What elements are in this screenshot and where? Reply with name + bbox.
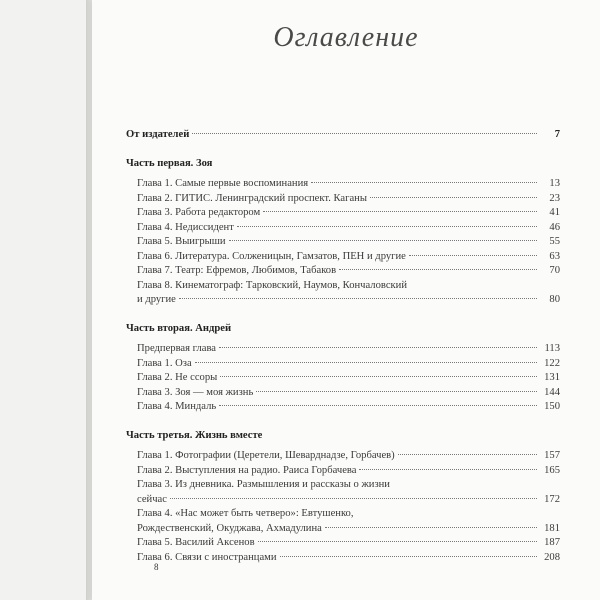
toc-chapter-entry xyxy=(126,371,560,386)
chapter-page: 172 xyxy=(544,493,560,505)
toc-entry-title: От издателей xyxy=(126,129,190,140)
chapter-title-continued: сейчас xyxy=(137,493,167,505)
dot-leader xyxy=(258,541,537,542)
chapter-page: 131 xyxy=(544,372,560,383)
dot-leader xyxy=(170,498,537,499)
toc-chapter-entry xyxy=(126,264,560,279)
toc-chapter-entry xyxy=(126,206,560,221)
dot-leader xyxy=(192,133,537,134)
chapter-title: Глава 5. Выигрыши xyxy=(137,236,226,247)
toc-chapter-entry xyxy=(126,177,560,192)
chapter-title: Глава 3. Работа редактором xyxy=(137,207,261,218)
chapter-title: Глава 4. «Нас может быть четверо»: Евтушенко, xyxy=(137,508,354,519)
chapter-page: 63 xyxy=(549,250,560,262)
dot-leader xyxy=(325,527,537,528)
chapter-title: Глава 6. Связи с иностранцами xyxy=(137,551,277,563)
toc-parts xyxy=(126,143,560,566)
dot-leader xyxy=(229,240,537,241)
chapter-title: Глава 2. Не ссоры xyxy=(137,372,218,383)
chapter-page: 46 xyxy=(549,221,560,233)
dot-leader xyxy=(179,298,537,299)
chapter-title: Глава 3. Зоя — моя жизнь xyxy=(137,386,254,398)
chapter-title: Глава 4. Недиссидент xyxy=(137,221,234,233)
toc-chapter-entry xyxy=(126,250,560,265)
chapter-title: Глава 1. Самые первые воспоминания xyxy=(137,178,309,189)
table-of-contents xyxy=(126,128,560,565)
chapter-title: Глава 7. Театр: Ефремов, Любимов, Табаков xyxy=(137,265,337,276)
chapter-page: 208 xyxy=(544,551,560,563)
chapter-page: 122 xyxy=(544,357,560,369)
toc-chapter-continuation xyxy=(126,493,560,508)
dot-leader xyxy=(359,469,537,470)
dot-leader xyxy=(195,362,537,363)
chapter-page: 55 xyxy=(549,236,560,247)
toc-part-heading xyxy=(126,157,560,172)
dot-leader xyxy=(311,182,537,183)
part-title: Часть вторая. Андрей xyxy=(126,322,232,334)
toc-chapter-entry xyxy=(126,400,560,415)
part-spacer xyxy=(126,415,560,429)
dot-leader xyxy=(219,347,537,348)
chapter-page: 70 xyxy=(549,265,560,276)
chapter-title: Глава 4. Миндаль xyxy=(137,401,217,412)
toc-entry-from-publishers xyxy=(126,128,560,143)
toc-chapter-entry xyxy=(126,507,560,522)
dot-leader xyxy=(339,269,537,270)
toc-chapter-entry xyxy=(126,192,560,207)
toc-chapter-entry xyxy=(126,536,560,551)
page-title: Оглавление xyxy=(273,22,419,53)
chapter-page: 23 xyxy=(549,192,560,204)
chapter-title: Глава 1. Оза xyxy=(137,357,192,369)
part-spacer xyxy=(126,308,560,322)
chapter-page: 181 xyxy=(544,522,560,534)
chapter-page: 144 xyxy=(544,386,560,398)
chapter-title: Глава 2. Выступления на радио. Раиса Горбачева xyxy=(137,464,357,476)
chapter-title: Глава 6. Литература. Солженицын, Гамзатов, ПЕН и другие xyxy=(137,250,406,262)
toc-chapter-entry xyxy=(126,221,560,236)
toc-chapter-entry xyxy=(126,235,560,250)
dot-leader xyxy=(256,391,537,392)
page-number: 8 xyxy=(154,562,159,572)
chapter-title: Предпервая глава xyxy=(137,343,217,354)
chapter-title: Глава 2. ГИТИС. Ленинградский проспект. Каганы xyxy=(137,192,367,204)
dot-leader xyxy=(398,454,537,455)
chapter-page: 165 xyxy=(544,464,560,476)
toc-entry-page: 7 xyxy=(554,129,560,140)
chapter-page: 113 xyxy=(544,343,560,354)
toc-chapter-entry xyxy=(126,478,560,493)
chapter-title: Глава 1. Фотографии (Церетели, Шеварднадзе, Горбачев) xyxy=(137,450,395,461)
dot-leader xyxy=(219,405,537,406)
part-title: Часть первая. Зоя xyxy=(126,157,213,169)
toc-part-heading xyxy=(126,322,560,337)
dot-leader xyxy=(409,255,537,256)
toc-chapter-entry xyxy=(126,551,560,566)
book-page xyxy=(92,0,600,600)
dot-leader xyxy=(370,197,537,198)
toc-chapter-entry xyxy=(126,449,560,464)
chapter-title: Глава 3. Из дневника. Размышления и рассказы о жизни xyxy=(137,479,390,490)
chapter-page: 13 xyxy=(549,178,560,189)
toc-part-heading xyxy=(126,429,560,444)
toc-chapter-entry xyxy=(126,342,560,357)
chapter-title-continued: Рождественский, Окуджава, Ахмадулина xyxy=(137,522,322,534)
chapter-page: 187 xyxy=(544,537,560,548)
chapter-page: 41 xyxy=(549,207,560,218)
toc-chapter-entry xyxy=(126,279,560,294)
chapter-title: Глава 8. Кинематограф: Тарковский, Наумов, Кончаловский xyxy=(137,279,408,291)
toc-chapter-entry xyxy=(126,386,560,401)
dot-leader xyxy=(280,556,537,557)
chapter-page: 150 xyxy=(544,401,560,412)
chapter-page: 157 xyxy=(544,450,560,461)
toc-chapter-entry xyxy=(126,464,560,479)
part-spacer xyxy=(126,143,560,157)
chapter-title: Глава 5. Василий Аксенов xyxy=(137,537,255,548)
dot-leader xyxy=(220,376,537,377)
part-title: Часть третья. Жизнь вместе xyxy=(126,429,263,441)
toc-chapter-entry xyxy=(126,357,560,372)
dot-leader xyxy=(237,226,537,227)
dot-leader xyxy=(263,211,537,212)
toc-chapter-continuation xyxy=(126,293,560,308)
chapter-title-continued: и другие xyxy=(137,294,176,305)
chapter-page: 80 xyxy=(549,294,560,305)
toc-chapter-continuation xyxy=(126,522,560,537)
